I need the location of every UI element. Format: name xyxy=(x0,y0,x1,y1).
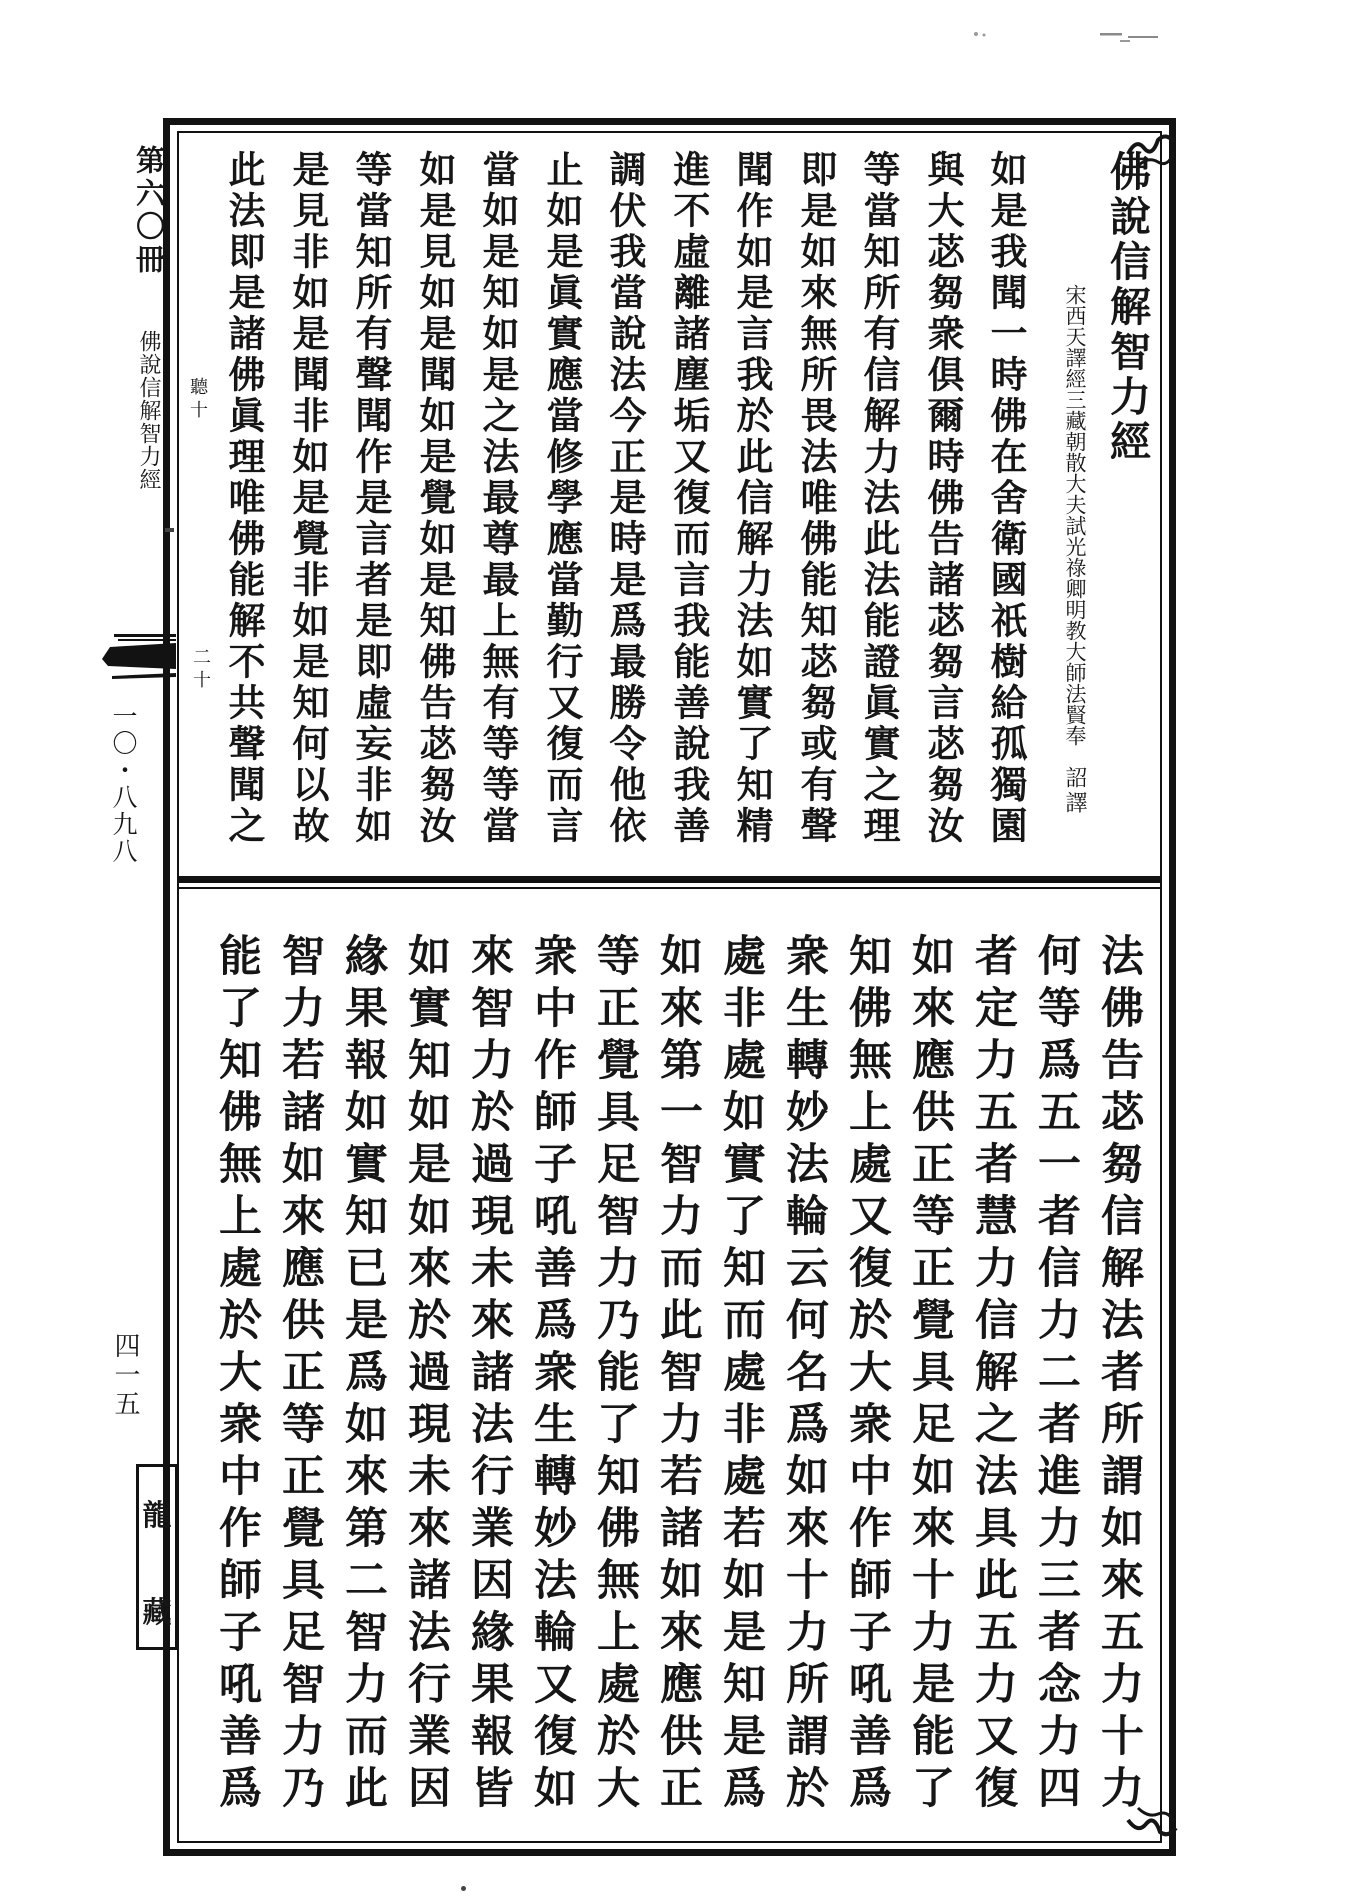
sutra-column: 即是如來無所畏法唯佛能知苾芻或有聲 xyxy=(794,150,838,847)
sutra-column: 來智力於過現未來諸法行業因緣果報皆 xyxy=(464,933,514,1817)
scan-speck xyxy=(165,528,174,532)
sutra-column: 緣果報如實知已是爲如來第二智力而此 xyxy=(338,933,388,1817)
sutra-column: 止如是眞實應當修學應當勤行又復而言 xyxy=(540,150,584,847)
sutra-column: 衆生轉妙法輪云何名爲如來十力所謂於 xyxy=(779,933,829,1817)
sutra-column: 如是我聞一時佛在舍衛國祇樹給孤獨園 xyxy=(984,150,1028,847)
sutra-column: 如來應供正等正覺具足如來十力是能了 xyxy=(905,933,955,1817)
sutra-column: 法佛告苾芻信解法者所謂如來五力十力 xyxy=(1094,933,1144,1817)
sutra-column: 如來第一智力而此智力若諸如來應供正 xyxy=(653,933,703,1817)
sutra-column: 當如是知如是之法最尊最上無有等等當 xyxy=(476,150,520,847)
folio-annotation-number: 二十 xyxy=(190,647,211,693)
running-title: 佛說信解智力經 xyxy=(136,330,161,491)
corner-scribble-top-right xyxy=(1124,120,1178,172)
sutra-title: 佛說信解智力經 xyxy=(1103,150,1151,465)
sutra-column: 是見非如是聞非如是覺非如是知何以故 xyxy=(286,150,330,847)
sutra-column: 知佛無上處又復於大衆中作師子吼善爲 xyxy=(842,933,892,1817)
page-number-upper: 一〇・八九八 xyxy=(109,703,138,865)
sutra-column: 聞作如是言我於此信解力法如實了知精 xyxy=(730,150,774,847)
sutra-column: 此法即是諸佛眞理唯佛能解不共聲聞之 xyxy=(222,150,266,847)
sutra-column: 能了知佛無上處於大衆中作師子吼善爲 xyxy=(212,933,262,1817)
sutra-column: 如是見如是聞如是覺如是知佛告苾芻汝 xyxy=(413,150,457,847)
translator-attribution: 宋西天譯經三藏朝散大夫試光祿卿明教大師法賢奉 xyxy=(1063,284,1087,746)
canon-label-char: 龍 xyxy=(142,1498,172,1532)
translator-attribution-suffix: 詔譯 xyxy=(1062,766,1087,816)
sutra-column: 如實知如是如來於過現未來諸法行業因 xyxy=(401,933,451,1817)
binding-wedge-mark xyxy=(98,628,176,686)
sutra-column: 等當知所有聲聞作是言者是即虛妄非如 xyxy=(349,150,393,847)
canon-label-char: 藏 xyxy=(142,1595,172,1629)
sutra-column: 進不虛離諸塵垢又復而言我能善說我善 xyxy=(667,150,711,847)
corner-scribble-bottom-right xyxy=(1124,1804,1178,1856)
sutra-column: 等當知所有信解力法此法能證眞實之理 xyxy=(857,150,901,847)
sutra-column: 智力若諸如來應供正等正覺具足智力乃 xyxy=(275,933,325,1817)
page-number-lower: 四一五 xyxy=(110,1332,140,1419)
scan-speck xyxy=(461,1886,466,1891)
top-margin-specks xyxy=(970,26,1170,46)
register-divider-rule xyxy=(179,876,1160,889)
sutra-column: 何等爲五一者信力二者進力三者念力四 xyxy=(1031,933,1081,1817)
sutra-column: 等正覺具足智力乃能了知佛無上處於大 xyxy=(590,933,640,1817)
sutra-column: 者定力五者慧力信解之法具此五力又復 xyxy=(968,933,1018,1817)
folio-annotation-case: 聽十 xyxy=(187,377,208,423)
canon-label-box xyxy=(136,1464,178,1650)
sutra-column: 處非處如實了知而處非處若如是知是爲 xyxy=(716,933,766,1817)
sutra-column: 調伏我當說法今正是時是爲最勝令他依 xyxy=(603,150,647,847)
volume-label: 第六〇冊 xyxy=(132,145,166,277)
sutra-column: 與大苾芻衆俱爾時佛告諸苾芻言苾芻汝 xyxy=(921,150,965,847)
sutra-column: 衆中作師子吼善爲衆生轉妙法輪又復如 xyxy=(527,933,577,1817)
